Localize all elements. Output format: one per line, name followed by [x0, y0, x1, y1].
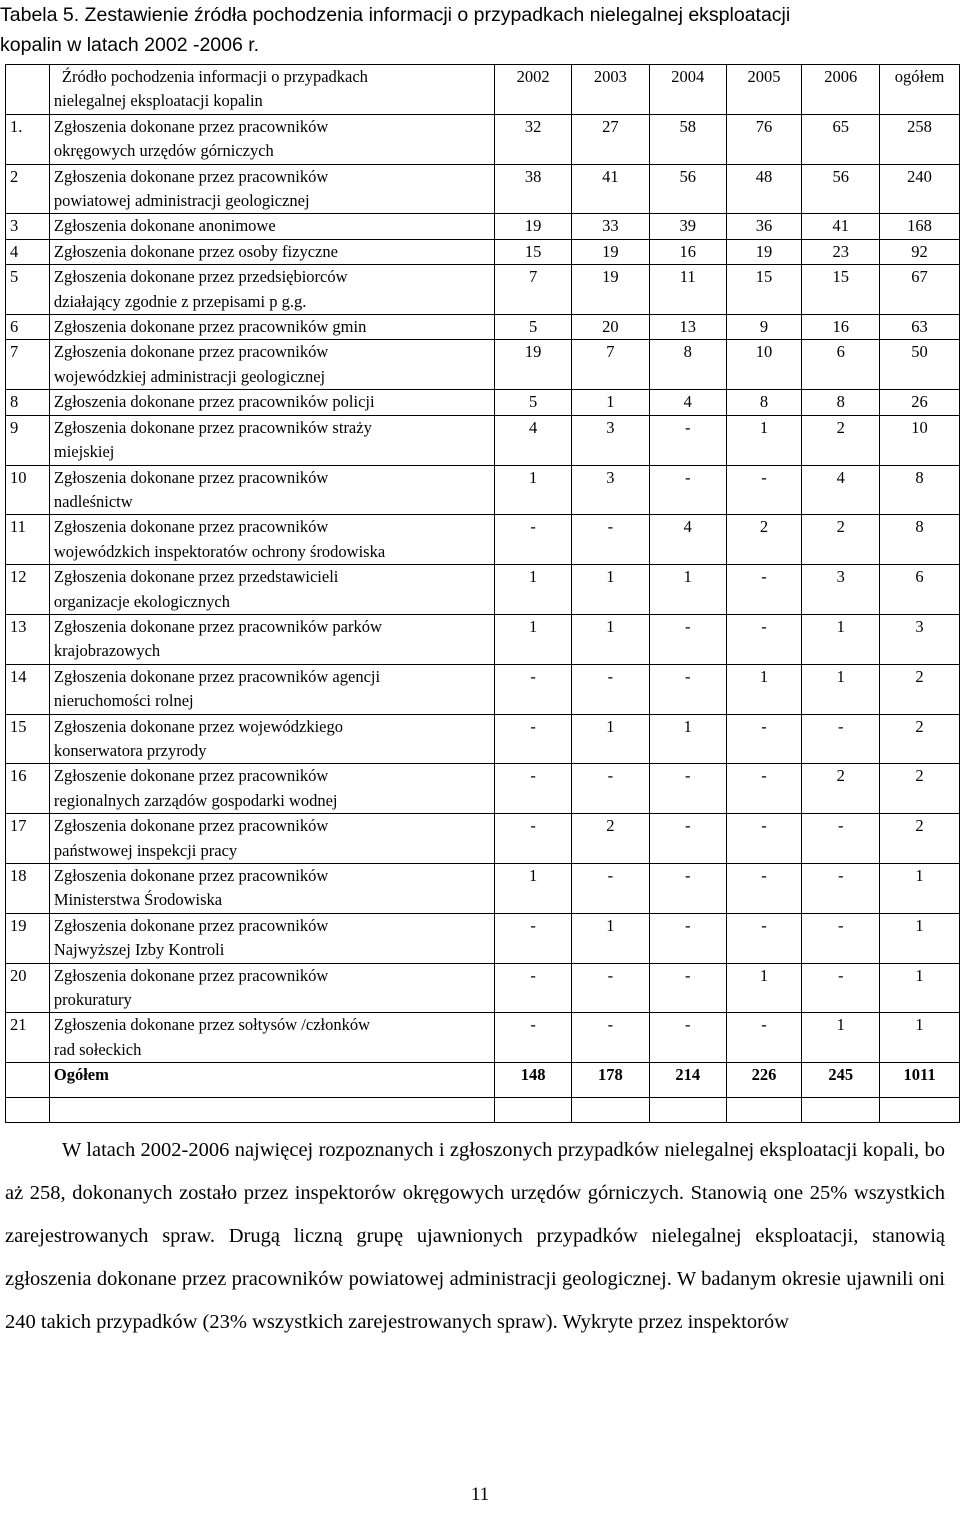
- row-year-value: 1: [495, 864, 572, 914]
- table-row: [6, 565, 960, 615]
- table-row: [6, 963, 960, 1013]
- row-total-value: 2: [880, 714, 960, 764]
- row-year-value: 4: [495, 415, 572, 465]
- row-year-value: -: [495, 1013, 572, 1063]
- row-number: 16: [6, 764, 50, 814]
- row-year-value: 3: [802, 565, 880, 615]
- body-paragraph: [5, 1129, 945, 1344]
- table-row: [6, 864, 960, 914]
- row-total-value: 92: [880, 239, 960, 264]
- row-year-value: -: [649, 465, 726, 515]
- row-source-cell: [49, 664, 494, 714]
- row-year-value: 1: [726, 415, 802, 465]
- row-year-value: -: [802, 864, 880, 914]
- row-source-line: działający zgodnie z przepisami p g.g.: [53, 291, 307, 311]
- row-year-value: -: [802, 814, 880, 864]
- row-year-value: 2: [726, 515, 802, 565]
- header-year: 2005: [726, 65, 802, 115]
- empty-cell: [495, 1098, 572, 1123]
- row-number: 9: [6, 415, 50, 465]
- row-source-cell: [49, 1013, 494, 1063]
- row-year-value: 23: [802, 239, 880, 264]
- row-year-value: -: [726, 1013, 802, 1063]
- row-source-line: Najwyższej Izby Kontroli: [53, 940, 225, 960]
- data-table: [5, 64, 960, 1123]
- row-total-value: 8: [880, 515, 960, 565]
- row-year-value: 1: [572, 714, 650, 764]
- header-year: 2004: [649, 65, 726, 115]
- row-number: 19: [6, 913, 50, 963]
- row-year-value: 8: [649, 340, 726, 390]
- row-number: 6: [6, 315, 50, 340]
- row-source-line: państwowej inspekcji pracy: [53, 840, 238, 860]
- table-row: [6, 515, 960, 565]
- row-year-value: 33: [572, 214, 650, 239]
- row-total-value: 1: [880, 864, 960, 914]
- row-year-value: -: [572, 963, 650, 1013]
- header-source-line: Źródło pochodzenia informacji o przypadkach: [61, 67, 368, 86]
- empty-cell: [649, 1098, 726, 1123]
- table-row: [6, 415, 960, 465]
- row-year-value: 4: [649, 515, 726, 565]
- row-number: 2: [6, 164, 50, 214]
- row-year-value: -: [802, 913, 880, 963]
- total-value: 245: [802, 1063, 880, 1098]
- row-source-line: krajobrazowych: [53, 641, 161, 661]
- row-source-line: prokuratury: [53, 990, 132, 1010]
- table-row: [6, 814, 960, 864]
- header-total: ogółem: [880, 65, 960, 115]
- row-year-value: 13: [649, 315, 726, 340]
- table-row: [6, 239, 960, 264]
- row-year-value: -: [649, 814, 726, 864]
- row-year-value: 1: [572, 390, 650, 415]
- row-total-value: 2: [880, 764, 960, 814]
- table-row: [6, 340, 960, 390]
- row-number: 18: [6, 864, 50, 914]
- row-total-value: 67: [880, 265, 960, 315]
- row-source-cell: [49, 340, 494, 390]
- row-year-value: 5: [495, 315, 572, 340]
- empty-cell: [49, 1098, 494, 1123]
- row-number: 12: [6, 565, 50, 615]
- header-year: 2006: [802, 65, 880, 115]
- table-row: [6, 265, 960, 315]
- row-year-value: 2: [572, 814, 650, 864]
- total-row: [6, 1063, 960, 1098]
- row-source-cell: [49, 764, 494, 814]
- row-source-line: wojewódzkiej administracji geologicznej: [53, 366, 326, 386]
- row-year-value: 3: [572, 415, 650, 465]
- row-year-value: 56: [649, 164, 726, 214]
- row-year-value: -: [649, 913, 726, 963]
- row-year-value: -: [802, 714, 880, 764]
- row-year-value: 7: [495, 265, 572, 315]
- row-source-cell: [49, 913, 494, 963]
- table-row: [6, 164, 960, 214]
- row-source-line: Zgłoszenia dokonane przez pracowników agencji: [53, 666, 381, 686]
- row-year-value: -: [649, 864, 726, 914]
- empty-cell: [802, 1098, 880, 1123]
- row-year-value: 1: [572, 565, 650, 615]
- row-year-value: 27: [572, 114, 650, 164]
- row-year-value: -: [495, 515, 572, 565]
- row-source-line: okręgowych urzędów górniczych: [53, 141, 274, 161]
- row-year-value: 6: [802, 340, 880, 390]
- row-year-value: -: [649, 664, 726, 714]
- row-year-value: 7: [572, 340, 650, 390]
- row-year-value: -: [649, 614, 726, 664]
- row-year-value: -: [726, 465, 802, 515]
- paragraph-text: W latach 2002-2006 najwięcej rozpoznanych i zgłoszonych przypadków nielegalnej eksploatacji kopali, bo aż 258, dokonanych zostało przez inspektorów okręgowych urzędów górniczych. Stanowią one 25% wszystkich zarejestrowanych spraw. Drugą liczną grupę ujawnionych przypadków nielegalnej eksploatacji, stanowią zgłoszenia dokonane przez pracowników powiatowej administracji geologicznej. W badanym okresie ujawnili oni 240 takich przypadków (23% wszystkich zarejestrowanych spraw). Wykryte przez inspektorów: [5, 1139, 945, 1333]
- row-year-value: 1: [726, 963, 802, 1013]
- table-row: [6, 465, 960, 515]
- row-year-value: 11: [649, 265, 726, 315]
- row-year-value: 16: [649, 239, 726, 264]
- row-year-value: 1: [649, 714, 726, 764]
- row-year-value: 4: [802, 465, 880, 515]
- row-total-value: 26: [880, 390, 960, 415]
- row-source-line: nadleśnictw: [53, 491, 133, 511]
- row-total-value: 258: [880, 114, 960, 164]
- row-source-line: Zgłoszenia dokonane przez pracowników straży: [53, 417, 372, 437]
- row-source-line: organizacje ekologicznych: [53, 591, 230, 611]
- empty-cell: [6, 1098, 50, 1123]
- row-year-value: 76: [726, 114, 802, 164]
- row-year-value: -: [649, 963, 726, 1013]
- row-source-line: konserwatora przyrody: [53, 740, 207, 760]
- table-row: [6, 614, 960, 664]
- row-year-value: 1: [649, 565, 726, 615]
- row-year-value: 58: [649, 114, 726, 164]
- caption-line-2: kopalin w latach 2002 -2006 r.: [0, 34, 260, 56]
- row-source-line: wojewódzkich inspektoratów ochrony środowiska: [53, 541, 386, 561]
- row-year-value: 8: [802, 390, 880, 415]
- row-total-value: 1: [880, 963, 960, 1013]
- row-year-value: 1: [726, 664, 802, 714]
- row-source-cell: [49, 963, 494, 1013]
- row-year-value: -: [572, 864, 650, 914]
- row-number: 10: [6, 465, 50, 515]
- row-year-value: -: [495, 714, 572, 764]
- row-source-line: Zgłoszenia dokonane anonimowe: [53, 216, 276, 236]
- row-year-value: 20: [572, 315, 650, 340]
- row-total-value: 168: [880, 214, 960, 239]
- row-year-value: -: [726, 565, 802, 615]
- row-year-value: 2: [802, 515, 880, 565]
- total-value: 214: [649, 1063, 726, 1098]
- row-total-value: 1: [880, 913, 960, 963]
- row-source-line: Zgłoszenia dokonane przez przedsiębiorców: [53, 267, 348, 287]
- row-year-value: 1: [495, 565, 572, 615]
- header-index-cell: [6, 65, 50, 115]
- row-year-value: 2: [802, 415, 880, 465]
- row-year-value: -: [726, 814, 802, 864]
- row-year-value: 10: [726, 340, 802, 390]
- empty-cell: [726, 1098, 802, 1123]
- row-source-line: Zgłoszenia dokonane przez pracowników gmin: [53, 317, 367, 337]
- page-number: 11: [470, 1484, 490, 1505]
- row-source-line: Zgłoszenia dokonane przez pracowników: [53, 166, 329, 186]
- row-number: 15: [6, 714, 50, 764]
- row-source-line: rad sołeckich: [53, 1039, 142, 1059]
- row-total-value: 6: [880, 565, 960, 615]
- row-source-cell: [49, 565, 494, 615]
- row-source-cell: [49, 814, 494, 864]
- row-number: 14: [6, 664, 50, 714]
- row-year-value: 38: [495, 164, 572, 214]
- row-source-cell: [49, 614, 494, 664]
- row-year-value: 1: [495, 614, 572, 664]
- row-year-value: 15: [802, 265, 880, 315]
- row-year-value: -: [495, 963, 572, 1013]
- row-source-line: Zgłoszenia dokonane przez pracowników parków: [53, 616, 382, 636]
- row-source-line: Ministerstwa Środowiska: [53, 890, 223, 910]
- table-header-row: [6, 65, 960, 115]
- row-source-cell: [49, 265, 494, 315]
- table-row: [6, 315, 960, 340]
- total-value: 226: [726, 1063, 802, 1098]
- row-source-line: Zgłoszenia dokonane przez pracowników: [53, 116, 329, 136]
- row-year-value: 1: [802, 664, 880, 714]
- row-total-value: 1: [880, 1013, 960, 1063]
- row-year-value: 1: [495, 465, 572, 515]
- row-year-value: -: [726, 714, 802, 764]
- row-year-value: -: [726, 913, 802, 963]
- row-source-cell: [49, 164, 494, 214]
- row-year-value: 16: [802, 315, 880, 340]
- row-year-value: 15: [495, 239, 572, 264]
- row-year-value: 1: [572, 913, 650, 963]
- table-row: [6, 214, 960, 239]
- row-total-value: 50: [880, 340, 960, 390]
- row-source-line: Zgłoszenia dokonane przez pracowników: [53, 342, 329, 362]
- total-index-cell: [6, 1063, 50, 1098]
- row-source-cell: [49, 864, 494, 914]
- row-year-value: -: [572, 1013, 650, 1063]
- caption-line-1: Tabela 5. Zestawienie źródła pochodzenia informacji o przypadkach nielegalnej eksploatacji: [0, 4, 791, 26]
- row-source-cell: [49, 214, 494, 239]
- row-year-value: 1: [802, 614, 880, 664]
- table-row: [6, 913, 960, 963]
- total-value: 1011: [880, 1063, 960, 1098]
- row-year-value: 4: [649, 390, 726, 415]
- row-source-cell: [49, 515, 494, 565]
- row-year-value: 19: [495, 340, 572, 390]
- row-year-value: -: [495, 664, 572, 714]
- row-year-value: 1: [572, 614, 650, 664]
- row-year-value: -: [649, 1013, 726, 1063]
- row-year-value: -: [649, 415, 726, 465]
- row-year-value: 15: [726, 265, 802, 315]
- row-year-value: -: [726, 614, 802, 664]
- row-source-line: Zgłoszenia dokonane przez pracowników: [53, 517, 329, 537]
- row-year-value: -: [649, 764, 726, 814]
- table-row: [6, 114, 960, 164]
- row-number: 4: [6, 239, 50, 264]
- total-value: 178: [572, 1063, 650, 1098]
- row-year-value: -: [726, 764, 802, 814]
- row-year-value: 19: [572, 239, 650, 264]
- row-year-value: 19: [726, 239, 802, 264]
- row-source-cell: [49, 714, 494, 764]
- header-year: 2003: [572, 65, 650, 115]
- row-year-value: 19: [572, 265, 650, 315]
- row-year-value: -: [495, 814, 572, 864]
- table-row: [6, 764, 960, 814]
- row-year-value: 41: [572, 164, 650, 214]
- row-total-value: 2: [880, 814, 960, 864]
- total-value: 148: [495, 1063, 572, 1098]
- row-year-value: 41: [802, 214, 880, 239]
- row-source-line: miejskiej: [53, 442, 115, 462]
- row-source-line: Zgłoszenia dokonane przez osoby fizyczne: [53, 241, 338, 261]
- row-source-cell: [49, 415, 494, 465]
- row-total-value: 10: [880, 415, 960, 465]
- row-year-value: -: [572, 515, 650, 565]
- row-number: 13: [6, 614, 50, 664]
- row-source-cell: [49, 239, 494, 264]
- row-total-value: 2: [880, 664, 960, 714]
- row-total-value: 3: [880, 614, 960, 664]
- row-number: 20: [6, 963, 50, 1013]
- row-year-value: 5: [495, 390, 572, 415]
- table-row: [6, 1013, 960, 1063]
- row-source-line: Zgłoszenia dokonane przez przedstawicieli: [53, 567, 339, 587]
- header-source-cell: [49, 65, 494, 115]
- empty-cell: [572, 1098, 650, 1123]
- row-source-line: regionalnych zarządów gospodarki wodnej: [53, 790, 338, 810]
- row-number: 1.: [6, 114, 50, 164]
- row-year-value: -: [572, 664, 650, 714]
- total-label: Ogółem: [49, 1063, 494, 1098]
- row-source-line: Zgłoszenia dokonane przez pracowników: [53, 965, 329, 985]
- row-source-line: Zgłoszenia dokonane przez pracowników policji: [53, 392, 375, 412]
- row-year-value: -: [495, 764, 572, 814]
- table-bottom-padding-row: [6, 1098, 960, 1123]
- row-source-cell: [49, 315, 494, 340]
- row-year-value: 19: [495, 214, 572, 239]
- row-number: 8: [6, 390, 50, 415]
- row-source-line: powiatowej administracji geologicznej: [53, 191, 310, 211]
- row-year-value: 48: [726, 164, 802, 214]
- row-year-value: 9: [726, 315, 802, 340]
- header-year: 2002: [495, 65, 572, 115]
- table-row: [6, 714, 960, 764]
- row-source-line: Zgłoszenia dokonane przez pracowników: [53, 467, 329, 487]
- row-total-value: 240: [880, 164, 960, 214]
- row-year-value: 65: [802, 114, 880, 164]
- table-caption: [0, 0, 950, 60]
- row-number: 3: [6, 214, 50, 239]
- row-source-cell: [49, 114, 494, 164]
- row-source-line: Zgłoszenia dokonane przez sołtysów /członków: [53, 1015, 371, 1035]
- row-source-line: Zgłoszenia dokonane przez pracowników: [53, 915, 329, 935]
- empty-cell: [880, 1098, 960, 1123]
- row-total-value: 8: [880, 465, 960, 515]
- table-row: [6, 664, 960, 714]
- row-year-value: 3: [572, 465, 650, 515]
- row-source-line: Zgłoszenie dokonane przez pracowników: [53, 766, 329, 786]
- row-year-value: 32: [495, 114, 572, 164]
- row-year-value: -: [726, 864, 802, 914]
- row-source-line: Zgłoszenia dokonane przez pracowników: [53, 816, 329, 836]
- row-year-value: 56: [802, 164, 880, 214]
- row-number: 21: [6, 1013, 50, 1063]
- row-source-line: Zgłoszenia dokonane przez pracowników: [53, 866, 329, 885]
- row-number: 17: [6, 814, 50, 864]
- row-year-value: -: [495, 913, 572, 963]
- row-year-value: 36: [726, 214, 802, 239]
- row-source-cell: [49, 465, 494, 515]
- row-source-line: nieruchomości rolnej: [53, 691, 194, 711]
- row-year-value: 8: [726, 390, 802, 415]
- row-year-value: 39: [649, 214, 726, 239]
- row-number: 5: [6, 265, 50, 315]
- header-source-line: nielegalnej eksploatacji kopalin: [53, 91, 263, 111]
- row-source-line: Zgłoszenia dokonane przez wojewódzkiego: [53, 716, 343, 736]
- table-row: [6, 390, 960, 415]
- row-year-value: -: [572, 764, 650, 814]
- row-number: 11: [6, 515, 50, 565]
- row-total-value: 63: [880, 315, 960, 340]
- row-year-value: 2: [802, 764, 880, 814]
- row-number: 7: [6, 340, 50, 390]
- row-source-cell: [49, 390, 494, 415]
- row-year-value: 1: [802, 1013, 880, 1063]
- row-year-value: -: [802, 963, 880, 1013]
